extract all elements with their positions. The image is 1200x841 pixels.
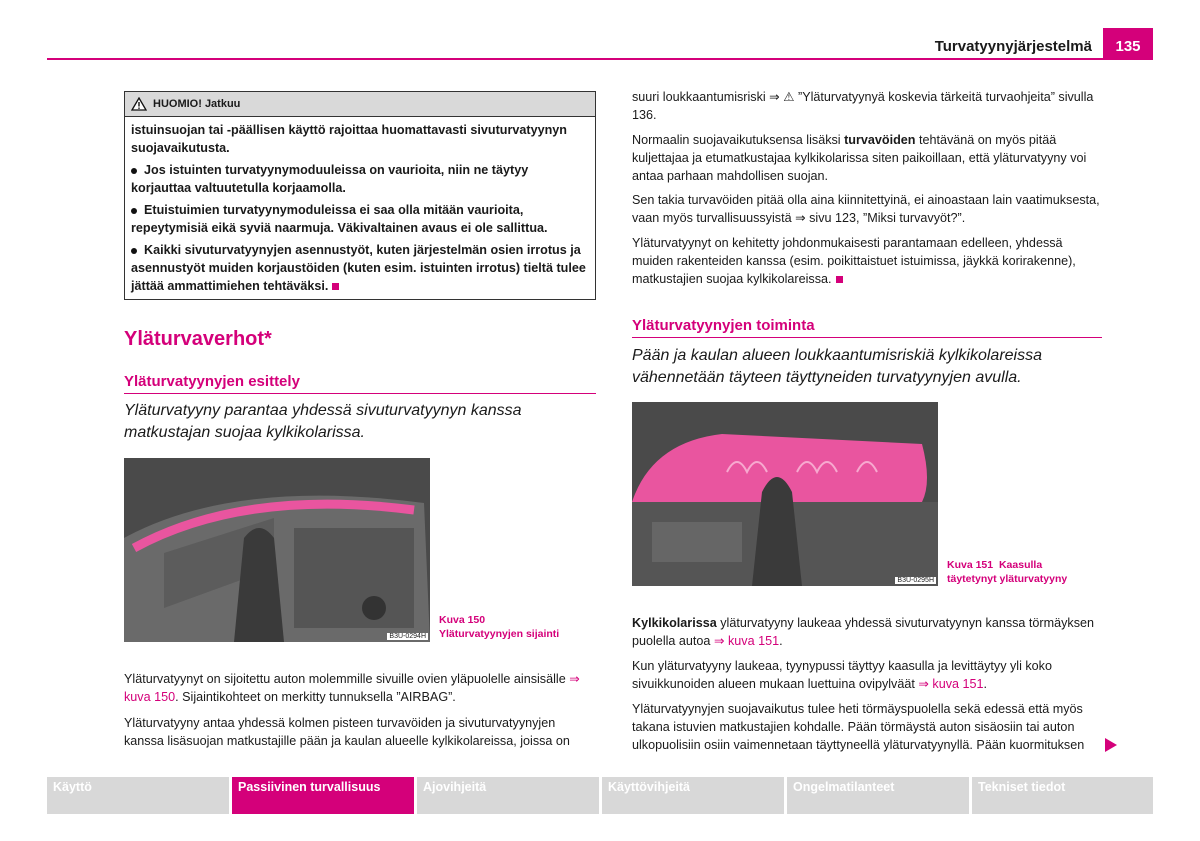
warning-bullet-text: Jos istuinten turvatyynymoduuleissa on vaurioita, niin ne täytyy korjauttaa valtuutetulla korjaamolla.	[131, 163, 529, 195]
warning-bullet-text: Kaikki sivuturvatyynyjen asennustyöt, kuten järjestelmän osien irrotus ja asennustyöt muiden korjaustöiden (kuten esim. istuinten irrotus) tieltä tulee jättää ammattimiehen tehtäväksi.	[131, 243, 586, 293]
bullet-icon	[131, 248, 137, 254]
paragraph-text: tehtävänä on myös pitää kuljettajaa ja etumatkustajaa kylkikolarissa siten paikoillaan, että yläturvatyyny voi antaa parhaan mahdollisen suojan.	[632, 133, 1087, 183]
body-paragraph: Sen takia turvavöiden pitää olla aina kiinnitettyinä, ei ainoastaan lain vaatimuksesta, vaan myös turvallisuussyistä ⇒ sivu 123, ”Miksi turvavyöt?”.	[632, 193, 1100, 225]
bullet-icon	[131, 168, 137, 174]
figure-caption	[947, 558, 1087, 586]
body-paragraph	[124, 670, 596, 706]
subsection-title: Yläturvatyynyjen toiminta	[632, 317, 815, 334]
figure-link[interactable]: ⇒ kuva 150	[124, 672, 580, 704]
figure-code: B3U-0294H	[389, 633, 426, 640]
warning-triangle-icon	[131, 97, 147, 111]
figure-caption-text: Yläturvatyynyjen sijainti	[439, 628, 560, 640]
body-paragraph: Yläturvatyynyjen suojavaikutus tulee heti törmäyspuolella sekä edessä että myös takana istuvien matkustajien kohdalle. Pään törmäystä auton sisäosiin tai auton ulkopuolisiin osiin vaimennetaan täyttyneellä yläturvatyynyllä. Pään kuormituksen	[632, 702, 1085, 752]
nav-tab-ongelmatilanteet[interactable]: Ongelmatilanteet	[787, 777, 969, 814]
warning-bullet	[131, 161, 589, 197]
continue-arrow-icon	[1105, 738, 1117, 752]
paragraph-text: Yläturvatyynyt on sijoitettu auton molemmille sivuille ovien yläpuolelle ainsisälle	[124, 672, 570, 686]
figure-code: B3U-0295H	[897, 577, 934, 584]
figure-link[interactable]: ⇒ kuva 151	[918, 677, 984, 691]
header-rule	[47, 58, 1152, 60]
paragraph-text: yläturvatyyny laukeaa yhdessä sivuturvatyynyn kanssa törmäyksen puolella autoa	[632, 616, 1095, 648]
figure-link[interactable]: ⇒ kuva 151	[713, 634, 780, 648]
nav-tab-passiivinen-turvallisuus[interactable]: Passiivinen turvallisuus	[232, 777, 414, 814]
warning-title: HUOMIO! Jatkuu	[153, 98, 241, 110]
end-marker-icon	[332, 283, 339, 290]
figure-caption-text: Kaasulla täytetynyt yläturvatyyny	[947, 559, 1068, 585]
paragraph-text: . Sijaintikohteet on merkitty tunnuksella ”AIRBAG”.	[175, 690, 456, 704]
paragraph-text: Yläturvatyynyt on kehitetty johdonmukaisesti parantamaan edelleen, yhdessä muiden rakenteiden kanssa (esim. poikittaistuet istuimissa, jäykkä korirakenne), matkustajien suojaa kylkikolareissa.	[632, 236, 1076, 286]
figure-number: Kuva 151	[947, 559, 994, 571]
bold-term: turvavöiden	[844, 133, 916, 147]
body-paragraph	[632, 614, 1102, 650]
body-paragraph: Yläturvatyyny antaa yhdessä kolmen pisteen turvavöiden ja sivuturvatyynyjen kanssa lisäsuojan matkustajille pään ja kaulan alueelle kylkikolareissa, joissa on	[124, 716, 570, 748]
car-interior-image	[124, 458, 430, 642]
bold-term: Kylkikolarissa	[632, 616, 717, 630]
car-interior-image	[632, 402, 938, 586]
subsection-rule	[632, 337, 1102, 338]
warning-bullet	[131, 241, 589, 295]
lead-text: Yläturvatyyny parantaa yhdessä sivuturvatyynyn kanssa matkustajan suojaa kylkikolarissa.	[124, 402, 522, 441]
warning-header	[125, 92, 595, 117]
nav-tab-ajovihjeita[interactable]: Ajovihjeitä	[417, 777, 599, 814]
subsection-rule	[124, 393, 596, 394]
warning-paragraph: istuinsuojan tai -päällisen käyttö rajoittaa huomattavasti sivuturvatyynyn suojavaikutusta.	[131, 123, 567, 155]
warning-bullet	[131, 201, 589, 237]
nav-tab-kaytto[interactable]: Käyttö	[47, 777, 229, 814]
paragraph-text: .	[779, 634, 783, 648]
figure-caption	[439, 613, 569, 641]
running-header: Turvatyynyjärjestelmä	[934, 38, 1092, 55]
end-marker-icon	[836, 276, 843, 283]
figure-number: Kuva 150	[439, 614, 486, 626]
body-paragraph	[632, 131, 1102, 185]
warning-bullet-text: Etuistuimien turvatyynymoduleissa ei saa olla mitään vaurioita, repeytymisiä eikä syviä naarmuja. Väkivaltainen avaus ei ole sallittua.	[131, 203, 548, 235]
nav-tab-kayttovihjeita[interactable]: Käyttövihjeitä	[602, 777, 784, 814]
warning-box	[124, 91, 596, 300]
body-paragraph: suuri loukkaantumisriski ⇒ ⚠ ”Yläturvatyynyä koskevia tärkeitä turvaohjeita” sivulla 136.	[632, 90, 1094, 122]
body-paragraph	[632, 234, 1102, 288]
warning-body	[125, 117, 595, 299]
lead-text: Pään ja kaulan alueen loukkaantumisriskiä kylkikolareissa vähennetään täyteen täyttyneiden turvatyynyjen avulla.	[632, 347, 1042, 386]
body-paragraph	[632, 657, 1102, 693]
subsection-title: Yläturvatyynyjen esittely	[124, 373, 300, 390]
paragraph-text: Normaalin suojavaikutuksensa lisäksi	[632, 133, 845, 147]
nav-tab-tekniset-tiedot[interactable]: Tekniset tiedot	[972, 777, 1153, 814]
page-number: 135	[1103, 28, 1153, 60]
section-title: Yläturvaverhot*	[124, 328, 272, 350]
bullet-icon	[131, 208, 137, 214]
paragraph-text: .	[983, 677, 988, 691]
figure-airbag-inflated	[632, 402, 938, 586]
paragraph-text: Kun yläturvatyyny laukeaa, tyynypussi täyttyy kaasulla ja levittäytyy yli koko sivuikkunoiden alueen mukaan luettuina ovipylväät	[632, 659, 1052, 691]
figure-airbag-location	[124, 458, 430, 642]
